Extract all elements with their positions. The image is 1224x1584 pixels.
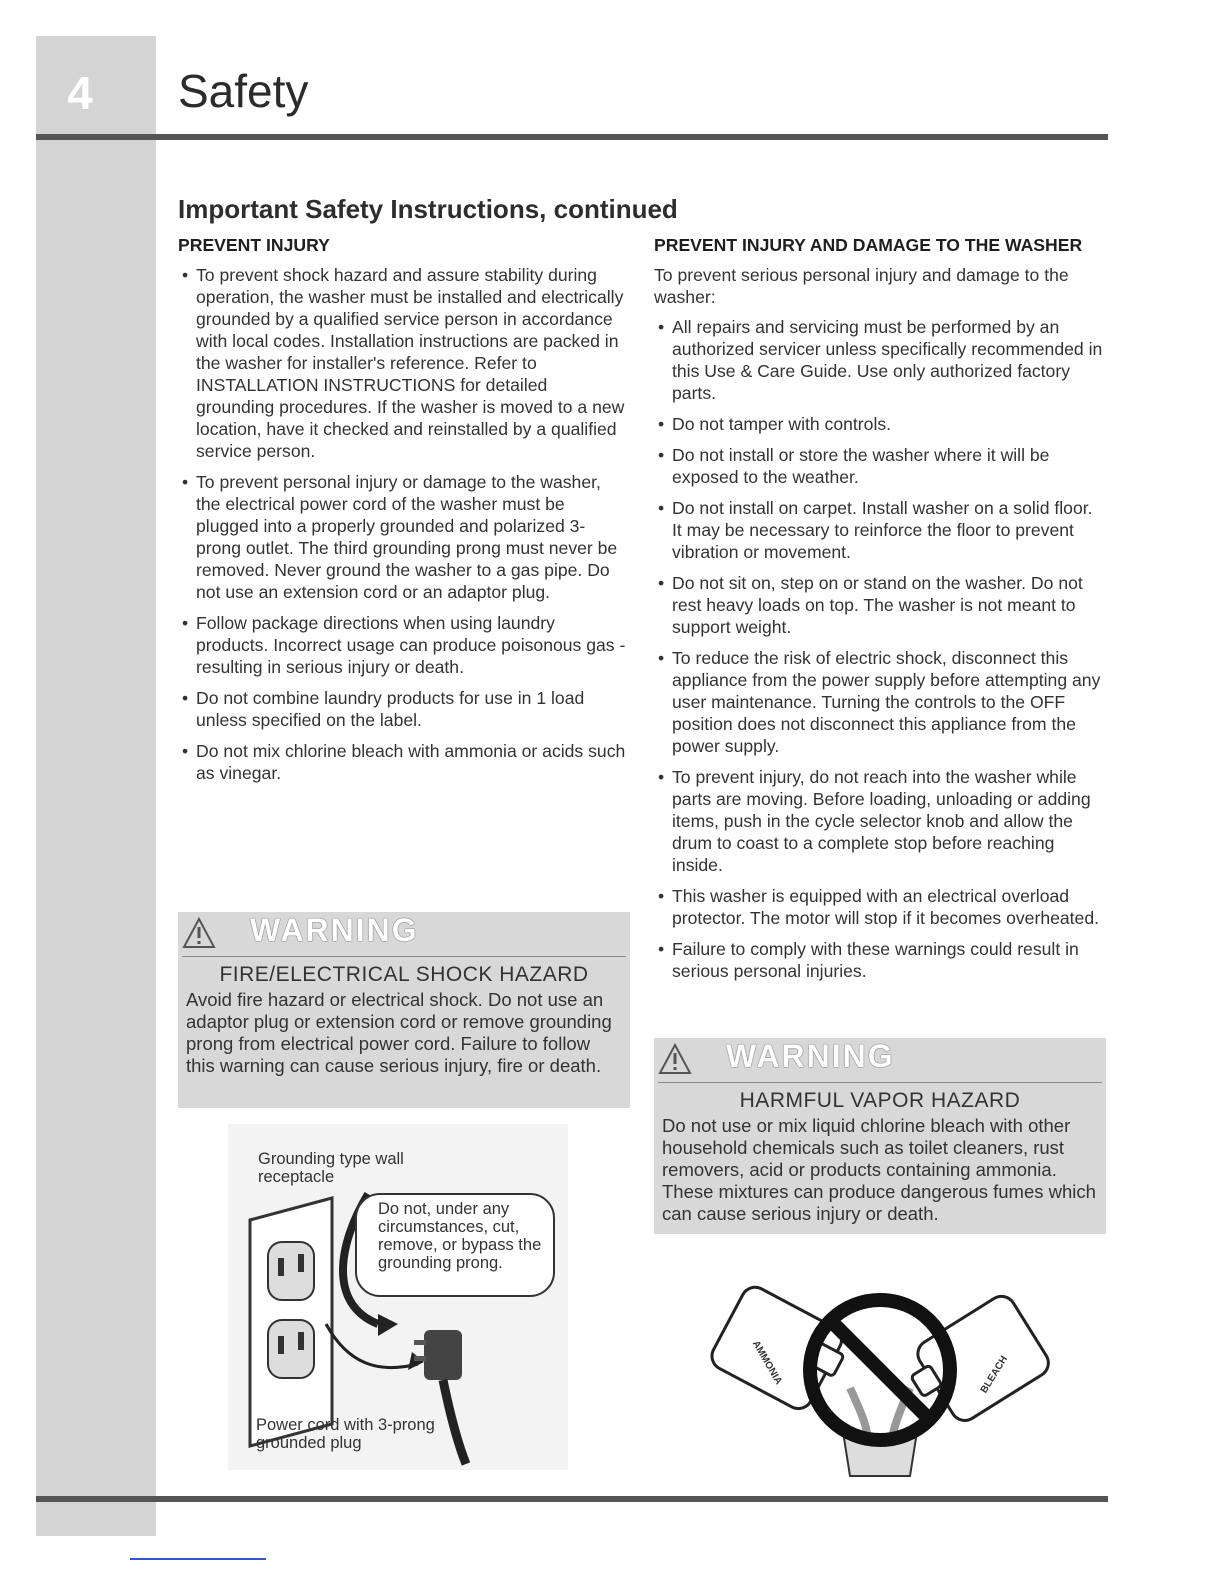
page-number: 4 (67, 67, 93, 119)
warning-text: Do not use or mix liquid chlorine bleach with other household chemicals such as toilet cleaners, rust removers, acid or products containing ammonia. These mixtures can produce dangerous fumes which can cause serious injury or death. (662, 1115, 1096, 1224)
ammonia-label: AMMONIA (749, 1338, 784, 1387)
warning-header (182, 912, 626, 957)
footer-rule (36, 1496, 1108, 1502)
warning-label: WARNING (726, 1038, 895, 1074)
bottles-drawing (700, 1270, 1060, 1480)
list-item: • To reduce the risk of electric shock, disconnect this appliance from the power supply before attempting any user maintenance. Turning the controls to the OFF position does not disconnect this appliance from the power supply. (658, 648, 1101, 756)
plug-label: Power cord with 3-prong grounded plug (256, 1416, 435, 1452)
bleach-ammonia-illustration (700, 1270, 1060, 1480)
warning-header (658, 1038, 1102, 1083)
list-item: • To prevent shock hazard and assure stability during operation, the washer must be installed and electrically grounded by a qualified service person in accordance with local codes. Installation instructions are packed in the washer for installer's reference. Refer to INSTALLATION INSTRUCTIONS for detailed grounding procedures. If the washer is moved to a new location, have it checked and reinstalled by a qualified service person. (182, 265, 625, 461)
sidebar-band (36, 36, 156, 1536)
warning-vapor-box (654, 1038, 1106, 1234)
grounding-callout: Do not, under any circumstances, cut, remove, or bypass the grounding prong. (378, 1200, 542, 1272)
list-item: • Do not tamper with controls. (658, 414, 892, 434)
footer-link-underline (130, 1558, 266, 1560)
left-column (178, 234, 630, 793)
list-item: • Do not install or store the washer where it will be exposed to the weather. (658, 445, 1050, 487)
receptacle-label: Grounding type wall receptacle (258, 1150, 404, 1186)
warning-hazard: HARMFUL VAPOR HAZARD (739, 1089, 1021, 1112)
warning-hazard: FIRE/ELECTRICAL SHOCK HAZARD (219, 963, 589, 986)
prevent-damage-heading: PREVENT INJURY AND DAMAGE TO THE WASHER (654, 235, 1083, 255)
bleach-label: BLEACH (978, 1354, 1011, 1396)
prevent-injury-list (178, 264, 630, 784)
page-title: Safety (178, 65, 309, 117)
list-item: • Do not mix chlorine bleach with ammonia or acids such as vinegar. (182, 741, 626, 783)
prevent-damage-intro: To prevent serious personal injury and damage to the washer: (654, 265, 1069, 307)
list-item: • Follow package directions when using laundry products. Incorrect usage can produce poisonous gas - resulting in serious injury or death. (182, 613, 626, 677)
list-item: • This washer is equipped with an electrical overload protector. The motor will stop if it becomes overheated. (658, 886, 1100, 928)
list-item: • To prevent injury, do not reach into the washer while parts are moving. Before loading, unloading or adding items, push in the cycle selector knob and allow the drum to coast to a complete stop before reaching inside. (658, 767, 1091, 875)
prevent-damage-list (654, 316, 1106, 982)
right-column (654, 234, 1106, 991)
prevent-injury-heading: PREVENT INJURY (178, 235, 330, 255)
list-item: • Failure to comply with these warnings could result in serious personal injuries. (658, 939, 1079, 981)
list-item: • Do not install on carpet. Install washer on a solid floor. It may be necessary to reinforce the floor to prevent vibration or movement. (658, 498, 1093, 562)
warning-text: Avoid fire hazard or electrical shock. Do not use an adaptor plug or extension cord or remove grounding prong from electrical power cord. Failure to follow this warning can cause serious injury, fire or death. (186, 989, 612, 1076)
section-title: Important Safety Instructions, continued (178, 194, 678, 224)
warning-triangle-icon (658, 1042, 692, 1076)
list-item: • Do not combine laundry products for use in 1 load unless specified on the label. (182, 688, 585, 730)
list-item: • Do not sit on, step on or stand on the washer. Do not rest heavy loads on top. The washer is not meant to support weight. (658, 573, 1083, 637)
outlet-illustration (228, 1124, 568, 1470)
warning-triangle-icon (182, 916, 216, 950)
warning-label: WARNING (250, 912, 419, 948)
header-rule (36, 134, 1108, 140)
list-item: • To prevent personal injury or damage to the washer, the electrical power cord of the washer must be plugged into a properly grounded and polarized 3-prong outlet. The third grounding prong must never be removed. Never ground the washer to a gas pipe. Do not use an extension cord or an adaptor plug. (182, 472, 618, 602)
warning-fire-box (178, 912, 630, 1108)
list-item: • All repairs and servicing must be performed by an authorized servicer unless specifically recommended in this Use & Care Guide. Use only authorized factory parts. (658, 317, 1103, 403)
